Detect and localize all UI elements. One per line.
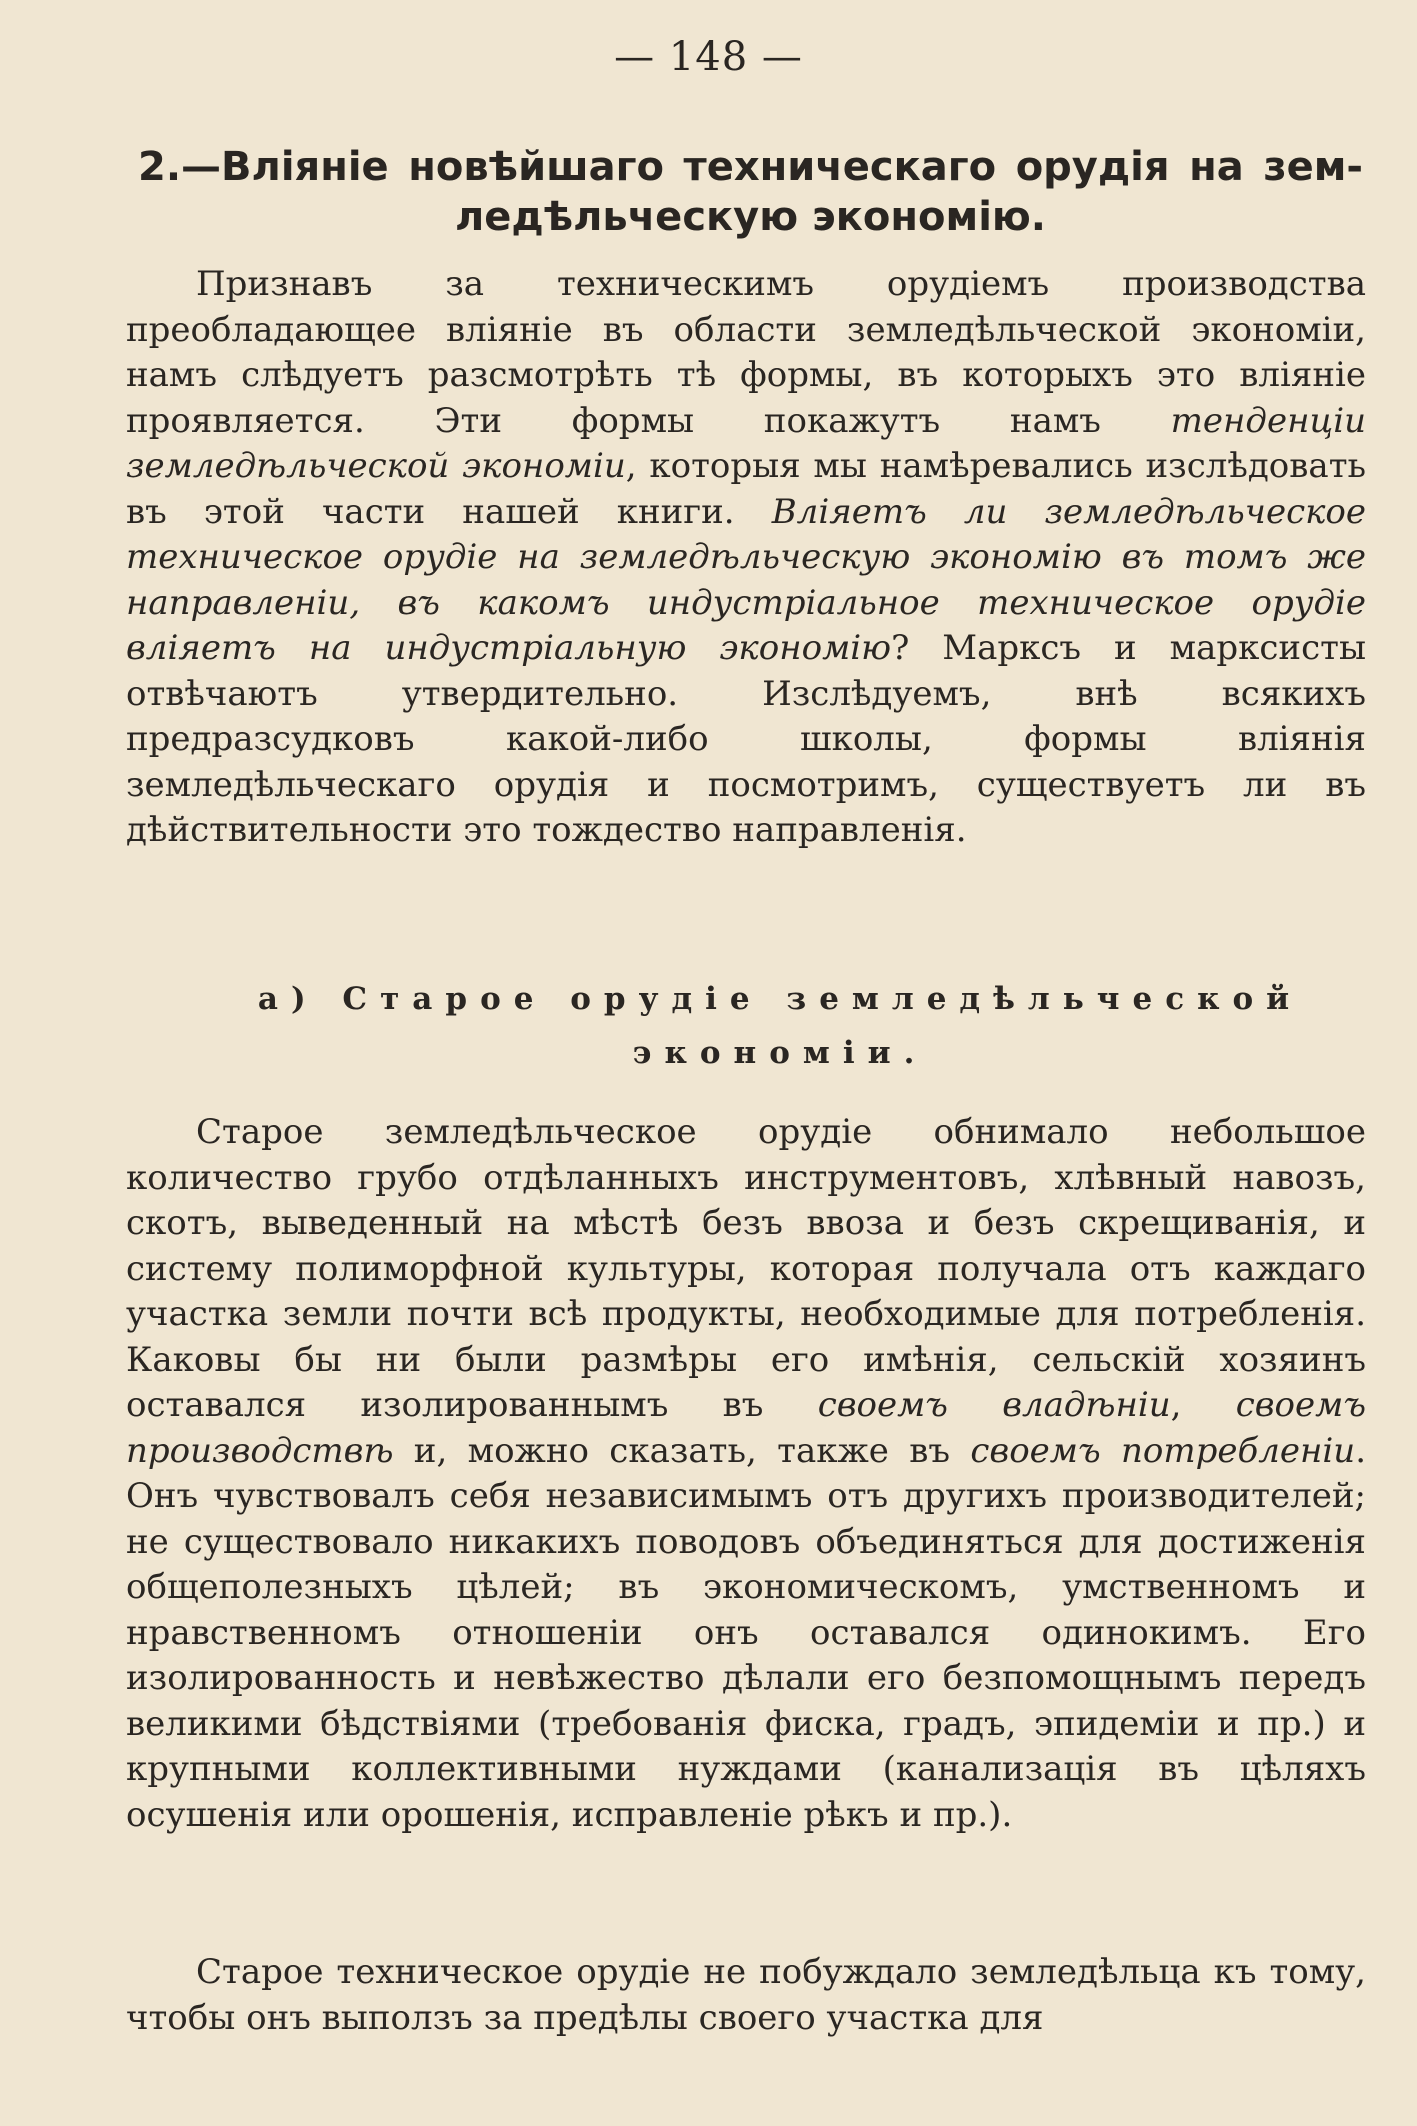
section-heading-line2: ледѣльческую экономію.: [454, 194, 1047, 240]
paragraph-1-text-a: Признавъ за техническимъ орудіемъ производства преобладающее вліяніе въ области земледѣльческой экономіи, намъ слѣдуетъ разсмотрѣть тѣ формы, въ которыхъ это вліяніе проявляется. Эти формы покажутъ намъ: [126, 264, 1366, 441]
paragraph-2: [126, 1110, 1366, 1838]
section-heading-line1: 2.—Вліяніе новѣйшаго техническаго орудія на зем-: [138, 144, 1363, 190]
paragraph-2-text-a: Старое земледѣльческое орудіе обнимало небольшое количество грубо отдѣланныхъ инструментовъ, хлѣвный навозъ, скотъ, выведенный на мѣстѣ безъ ввоза и безъ скрещиванія, и систему полиморфной культуры, которая получала отъ каждаго участка земли почти всѣ продукты, необходимые для потребленія. Каковы бы ни были размѣры его имѣнія, сельскій хозяинъ оставался изолированнымъ въ: [126, 1112, 1366, 1425]
paragraph-1-text-c: ? Марксъ и марксисты отвѣчаютъ утвердительно. Изслѣдуемъ, внѣ всякихъ предразсудковъ какой-либо школы, формы вліянія земледѣльческаго орудія и посмотримъ, существуетъ ли въ дѣйствительности это тождество направленія.: [126, 628, 1367, 850]
paragraph-2-italic-b: своемъ производствѣ: [126, 1385, 1366, 1471]
paragraph-2-text-b: ,: [1170, 1385, 1236, 1425]
paragraph-2-italic-c: своемъ потребленіи: [970, 1430, 1356, 1471]
paragraph-1-text-b: , которыя мы намѣревались изслѣдовать въ этой части нашей книги.: [126, 446, 1367, 532]
paragraph-2-text-d: . Онъ чувствовалъ себя независимымъ отъ другихъ производителей; не существовало никакихъ поводовъ объединяться для достиженія общеполезныхъ цѣлей; въ экономическомъ, умственномъ и нравственномъ отношеніи онъ оставался одинокимъ. Его изолированность и невѣжество дѣлали его безпомощнымъ передъ великими бѣдствіями (требованія фиска, градъ, эпидеміи и пр.) и крупными коллективными нуждами (канализація въ цѣляхъ осушенія или орошенія, исправленіе рѣкъ и пр.).: [126, 1430, 1366, 1835]
paragraph-3: Старое техническое орудіе не побуждало земледѣльца къ тому, чтобы онъ выползъ за предѣлы своего участка для: [126, 1952, 1366, 2038]
paragraph-1: [126, 262, 1366, 854]
paragraph-1-italic-a: тенденціи земледѣльческой экономіи: [126, 400, 1366, 486]
paragraph-2-text-c: и, можно сказать, также въ: [393, 1430, 971, 1471]
section-heading: [138, 142, 1363, 242]
page-number: — 148 —: [614, 34, 803, 80]
paragraph-1-italic-b: Вліяетъ ли земледѣльческое техническое орудіе на земледѣльческую экономію въ томъ же направленіи, въ какомъ индустріальное техническое орудіе вліяетъ на индустріальную экономію: [126, 491, 1367, 668]
subsection-heading: а) Старое орудіе земледѣльческой экономіи.: [257, 981, 1303, 1071]
paragraph-2-italic-a: своемъ владѣніи: [817, 1385, 1171, 1425]
